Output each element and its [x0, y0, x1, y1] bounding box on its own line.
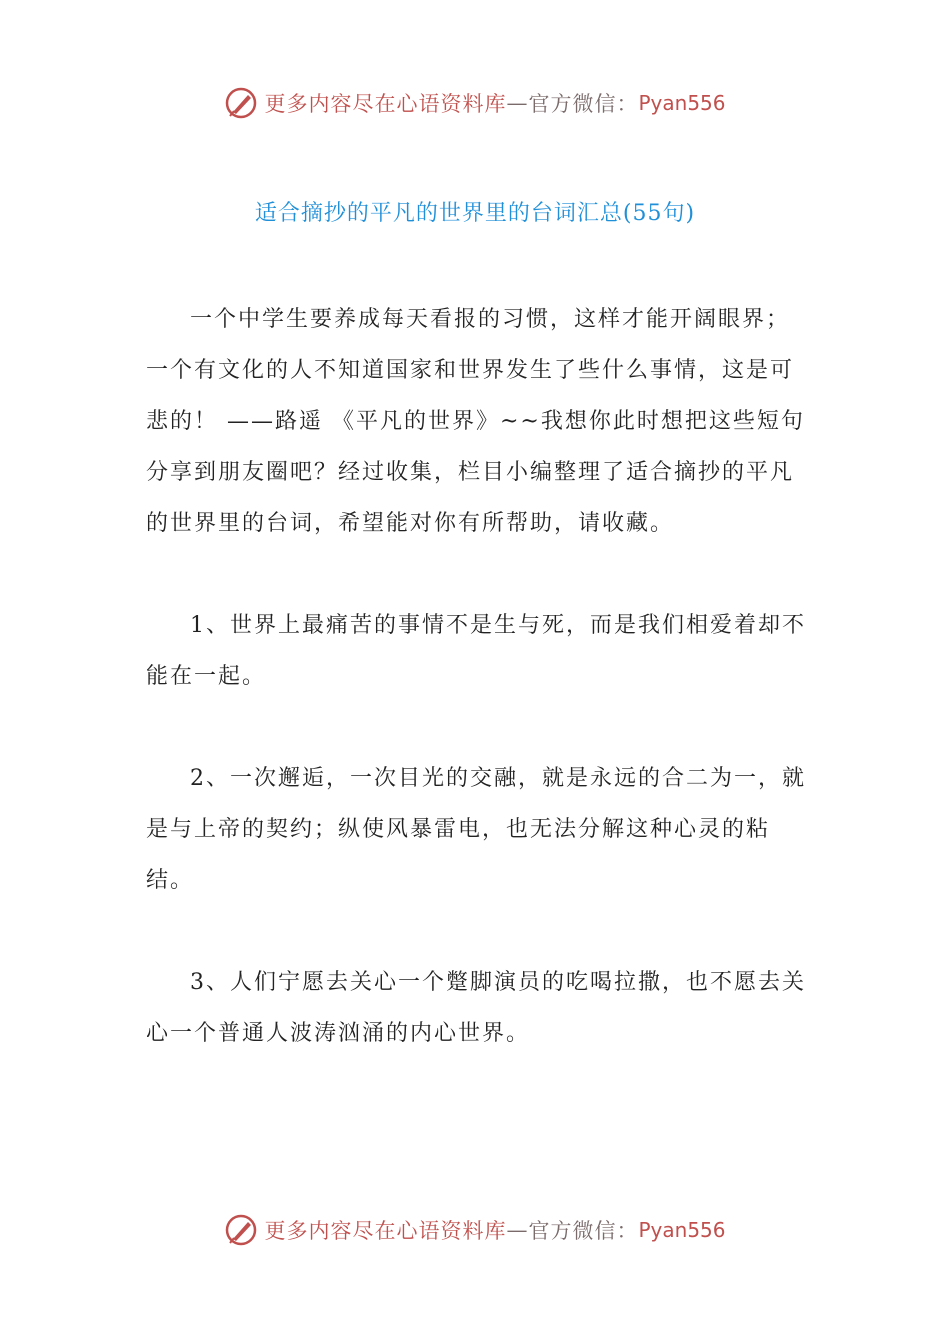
banner-wechat-label: 官方微信： — [528, 1219, 639, 1243]
pen-logo-icon — [224, 1213, 258, 1247]
banner-wechat-id: Pyan556 — [638, 1218, 726, 1242]
banner-wechat-label: 官方微信： — [528, 92, 639, 116]
quote-paragraph-2: 2、一次邂逅，一次目光的交融，就是永远的合二为一，就是与上帝的契约；纵使风暴雷电，也无法分解这种心灵的粘结。 — [146, 766, 806, 893]
document-title: 适合摘抄的平凡的世界里的台词汇总(55句) — [254, 201, 696, 226]
banner-brand: 更多内容尽在心语资料库 — [264, 1219, 507, 1243]
footer-banner — [0, 1213, 950, 1247]
banner-dash: — — [506, 91, 529, 115]
banner-wechat-id: Pyan556 — [638, 91, 726, 115]
document-body — [146, 294, 812, 1110]
banner-dash: — — [506, 1218, 529, 1242]
pen-logo-icon — [224, 86, 258, 120]
quote-paragraph-1: 1、世界上最痛苦的事情不是生与死，而是我们相爱着却不能在一起。 — [146, 613, 806, 689]
header-banner — [0, 86, 950, 120]
intro-paragraph: 一个中学生要养成每天看报的习惯，这样才能开阔眼界；一个有文化的人不知道国家和世界发生了些什么事情，这是可悲的！ ——路遥 《平凡的世界》~~我想你此时想把这些短句分享到朋友圈吧？经过收集，栏目小编整理了适合摘抄的平凡的世界里的台词，希望能对你有所帮助，请收藏。 — [146, 307, 805, 536]
quote-paragraph-3: 3、人们宁愿去关心一个蹩脚演员的吃喝拉撒，也不愿去关心一个普通人波涛汹涌的内心世界。 — [146, 970, 806, 1046]
banner-brand: 更多内容尽在心语资料库 — [264, 92, 507, 116]
